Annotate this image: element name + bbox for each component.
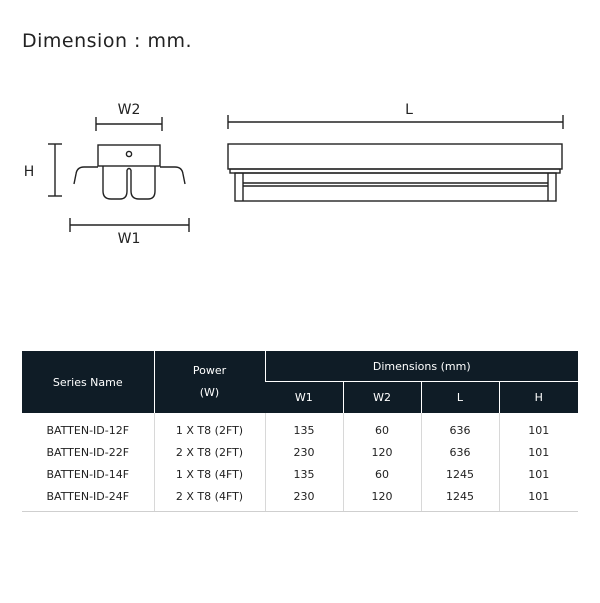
header-dimensions: Dimensions (mm): [265, 351, 578, 382]
cell-w2: 60: [343, 463, 421, 485]
cell-w1: 230: [265, 485, 343, 512]
cell-l: 636: [421, 441, 499, 463]
cell-w1: 230: [265, 441, 343, 463]
table-row: [22, 485, 578, 512]
header-series-name: Series Name: [22, 351, 154, 413]
label-w2: W2: [117, 102, 141, 118]
header-h: H: [499, 382, 578, 414]
cell-series: BATTEN-ID-12F: [46, 423, 130, 437]
label-w1: W1: [117, 231, 141, 247]
cell-series: BATTEN-ID-24F: [22, 485, 154, 512]
label-l: L: [405, 102, 413, 118]
cell-series: BATTEN-ID-22F: [46, 445, 130, 459]
header-w1: W1: [265, 382, 343, 414]
cell-w2: 60: [343, 413, 421, 441]
cell-power: 1 X T8 (4FT): [154, 463, 265, 485]
cell-l: 1245: [421, 485, 499, 512]
cell-w1: 135: [265, 413, 343, 441]
header-l: L: [421, 382, 499, 414]
label-h: H: [23, 164, 35, 180]
cell-w1: 135: [265, 463, 343, 485]
cell-power: 2 X T8 (2FT): [154, 441, 265, 463]
dimension-drawing: [0, 0, 600, 300]
cell-h: 101: [499, 413, 578, 441]
page-title: Dimension : mm.: [22, 30, 193, 52]
cell-series: BATTEN-ID-14F: [46, 467, 130, 481]
header-w2: W2: [343, 382, 421, 414]
header-power: [154, 351, 265, 413]
cell-h: 101: [499, 463, 578, 485]
cell-l: 636: [421, 413, 499, 441]
cell-l: 1245: [421, 463, 499, 485]
spec-table: [22, 351, 578, 512]
table-row: [22, 441, 578, 463]
cell-w2: 120: [343, 441, 421, 463]
cell-h: 101: [499, 485, 578, 512]
cell-w2: 120: [343, 485, 421, 512]
table-row: [22, 463, 578, 485]
header-power-line2: (W): [199, 386, 220, 399]
cell-power: 2 X T8 (4FT): [154, 485, 265, 512]
table-row: [22, 413, 578, 441]
cell-power: 1 X T8 (2FT): [154, 413, 265, 441]
cell-h: 101: [499, 441, 578, 463]
header-power-line1: Power: [192, 364, 227, 377]
